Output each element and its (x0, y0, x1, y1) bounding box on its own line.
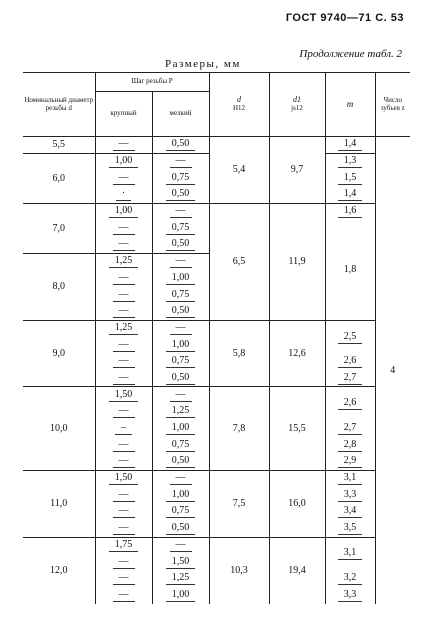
coarse-value: — (113, 272, 135, 285)
m-value: 2,6 (338, 397, 363, 410)
fine-value: 0,50 (166, 305, 196, 318)
fine-cell (152, 220, 209, 237)
fine-cell (152, 170, 209, 187)
nominal-cell: 5,5 (52, 139, 65, 151)
coarse-value: – (115, 422, 132, 435)
fine-value: 1,00 (166, 339, 196, 352)
coarse-cell (95, 203, 152, 220)
nominal-cell: 6,0 (52, 172, 65, 184)
fine-cell (152, 370, 209, 387)
fine-value: 0,75 (166, 505, 196, 518)
coarse-cell (95, 337, 152, 354)
nominal-cell: 11,0 (50, 498, 68, 510)
coarse-value: — (113, 355, 135, 368)
coarse-cell (95, 570, 152, 587)
table-row (23, 320, 410, 337)
coarse-value: — (113, 522, 135, 535)
coarse-cell (95, 537, 152, 554)
fine-cell (152, 487, 209, 504)
m-cell (325, 187, 375, 204)
d-cell: 6,5 (209, 203, 269, 320)
fine-cell (152, 504, 209, 521)
coarse-value: 1,00 (109, 205, 139, 218)
coarse-value: — (113, 556, 135, 569)
coarse-cell (95, 454, 152, 471)
m-cell (325, 353, 375, 370)
table-continuation-label: Продолжение табл. 2 (299, 48, 402, 60)
col-teeth-header: Число зубьев z (375, 73, 410, 137)
nominal-cell: 8,0 (52, 281, 65, 293)
fine-cell (152, 287, 209, 304)
nominal-cell: 7,0 (52, 222, 65, 234)
col-d-header (209, 73, 269, 137)
m-value: 2,6 (338, 355, 363, 368)
fine-cell (152, 237, 209, 254)
coarse-cell (95, 370, 152, 387)
m-cell (325, 387, 375, 420)
d1-cell: 9,7 (269, 137, 325, 204)
fine-cell (152, 337, 209, 354)
coarse-cell (95, 470, 152, 487)
fine-value: — (170, 322, 192, 335)
fine-value: 0,50 (166, 238, 196, 251)
m-value: 1,4 (338, 188, 363, 201)
coarse-value: — (113, 289, 135, 302)
coarse-value: — (113, 222, 135, 235)
teeth-cell: 4 (375, 137, 410, 604)
col-nominal-header: Номинальный диаметр резьбы d (23, 73, 95, 137)
fine-cell (152, 153, 209, 170)
m-cell (325, 520, 375, 537)
fine-cell (152, 570, 209, 587)
fine-value: 1,50 (166, 556, 196, 569)
coarse-cell (95, 504, 152, 521)
table-row (23, 537, 410, 554)
coarse-value: — (113, 238, 135, 251)
fine-value: 0,50 (166, 188, 196, 201)
fine-value: 0,75 (166, 222, 196, 235)
d-cell: 7,5 (209, 470, 269, 537)
fine-value: 1,00 (166, 422, 196, 435)
m-cell (325, 170, 375, 187)
m-value: 1,3 (338, 155, 363, 168)
fine-cell (152, 387, 209, 404)
nominal-cell: 12,0 (50, 565, 68, 577)
m-cell (325, 420, 375, 437)
m-cell (325, 370, 375, 387)
fine-cell (152, 203, 209, 220)
coarse-cell (95, 170, 152, 187)
coarse-value: — (113, 589, 135, 602)
coarse-value: 1,00 (109, 155, 139, 168)
coarse-value: — (113, 505, 135, 518)
fine-value: — (170, 389, 192, 402)
m-value: 1,4 (338, 138, 363, 151)
table-row (23, 137, 410, 154)
fine-value: 0,75 (166, 172, 196, 185)
table-row (23, 203, 410, 220)
fine-value: 0,50 (166, 372, 196, 385)
m-value: 1,5 (338, 172, 363, 185)
fine-value: 1,00 (166, 272, 196, 285)
d-cell: 7,8 (209, 387, 269, 470)
coarse-cell (95, 353, 152, 370)
coarse-value: — (113, 138, 135, 151)
coarse-cell (95, 520, 152, 537)
coarse-value: 1,50 (109, 389, 139, 402)
m-value: 2,8 (338, 439, 363, 452)
d1-cell: 12,6 (269, 320, 325, 387)
coarse-cell (95, 137, 152, 154)
fine-cell (152, 303, 209, 320)
coarse-value: 1,50 (109, 472, 139, 485)
coarse-cell (95, 270, 152, 287)
coarse-value: — (113, 305, 135, 318)
col-d-label: d (237, 95, 242, 105)
fine-value: 1,00 (166, 589, 196, 602)
table-row (23, 387, 410, 404)
coarse-cell (95, 487, 152, 504)
fine-cell (152, 437, 209, 454)
m-value: 1,6 (338, 205, 363, 218)
m-cell (325, 203, 375, 220)
coarse-value: 1,25 (109, 255, 139, 268)
fine-value: 1,00 (166, 489, 196, 502)
m-cell (325, 570, 375, 587)
m-value: 3,3 (338, 589, 363, 602)
m-cell (325, 454, 375, 471)
coarse-value: 1,25 (109, 322, 139, 335)
coarse-value: · (116, 188, 131, 201)
coarse-cell (95, 437, 152, 454)
col-d-tolerance: H12 (232, 104, 246, 113)
m-cell (325, 504, 375, 521)
col-d1-header (269, 73, 325, 137)
fine-value: — (170, 472, 192, 485)
fine-value: — (170, 155, 192, 168)
table-row (23, 470, 410, 487)
m-value: 3,1 (338, 472, 363, 485)
coarse-cell (95, 554, 152, 571)
col-coarse-header: крупный (95, 92, 152, 137)
m-cell (325, 587, 375, 604)
m-value: 2,7 (338, 372, 363, 385)
m-value: 3,5 (338, 522, 363, 535)
coarse-cell (95, 387, 152, 404)
d-cell: 5,8 (209, 320, 269, 387)
fine-value: 0,75 (166, 355, 196, 368)
col-d1-tolerance: js12 (291, 104, 303, 113)
coarse-value: — (113, 455, 135, 468)
col-d1-label: d1 (293, 95, 302, 105)
m-cell (325, 153, 375, 170)
m-value: 3,4 (338, 505, 363, 518)
coarse-cell (95, 587, 152, 604)
fine-cell (152, 404, 209, 421)
fine-cell (152, 537, 209, 554)
d1-cell: 19,4 (269, 537, 325, 604)
m-value: 3,1 (338, 547, 363, 560)
fine-value: 0,50 (166, 138, 196, 151)
d-cell: 10,3 (209, 537, 269, 604)
col-pitch-header: Шаг резьбы P (95, 73, 209, 92)
m-cell-shared: 1,8 (325, 220, 375, 320)
coarse-cell (95, 187, 152, 204)
fine-cell (152, 353, 209, 370)
fine-value: 1,25 (166, 572, 196, 585)
nominal-cell: 9,0 (52, 347, 65, 359)
coarse-value: — (113, 439, 135, 452)
fine-value: — (170, 205, 192, 218)
coarse-value: — (113, 572, 135, 585)
col-fine-header: мелкий (152, 92, 209, 137)
fine-cell (152, 587, 209, 604)
m-value: 3,3 (338, 489, 363, 502)
coarse-value: — (113, 172, 135, 185)
coarse-cell (95, 303, 152, 320)
fine-cell (152, 520, 209, 537)
coarse-cell (95, 153, 152, 170)
coarse-cell (95, 220, 152, 237)
fine-cell (152, 454, 209, 471)
fine-cell (152, 320, 209, 337)
thread-dimensions-table (23, 72, 410, 604)
nominal-cell: 10,0 (50, 423, 68, 435)
coarse-value: — (113, 372, 135, 385)
fine-cell (152, 420, 209, 437)
coarse-value: — (113, 339, 135, 352)
fine-cell (152, 253, 209, 270)
coarse-cell (95, 253, 152, 270)
fine-cell (152, 470, 209, 487)
m-cell (325, 487, 375, 504)
fine-value: 0,50 (166, 522, 196, 535)
page-header: ГОСТ 9740—71 С. 53 (285, 12, 404, 24)
col-m-header: m (325, 73, 375, 137)
fine-value: 0,50 (166, 455, 196, 468)
coarse-value: — (113, 489, 135, 502)
fine-cell (152, 187, 209, 204)
fine-value: 0,75 (166, 439, 196, 452)
coarse-cell (95, 404, 152, 421)
m-cell (325, 437, 375, 454)
coarse-cell (95, 237, 152, 254)
fine-value: — (170, 539, 192, 552)
m-cell (325, 320, 375, 353)
fine-cell (152, 137, 209, 154)
fine-value: 0,75 (166, 289, 196, 302)
fine-cell (152, 270, 209, 287)
m-cell (325, 537, 375, 570)
m-value: 2,5 (338, 331, 363, 344)
d-cell: 5,4 (209, 137, 269, 204)
table-body (23, 137, 410, 604)
coarse-value: — (113, 405, 135, 418)
fine-value: — (170, 255, 192, 268)
m-cell (325, 470, 375, 487)
fine-cell (152, 554, 209, 571)
m-value: 2,7 (338, 422, 363, 435)
coarse-cell (95, 320, 152, 337)
coarse-value: 1,75 (109, 539, 139, 552)
d1-cell: 16,0 (269, 470, 325, 537)
m-value: 2,9 (338, 455, 363, 468)
fine-value: 1,25 (166, 405, 196, 418)
coarse-cell (95, 287, 152, 304)
d1-cell: 15,5 (269, 387, 325, 470)
dimensions-caption: Размеры, мм (165, 58, 241, 70)
m-value: 3,2 (338, 572, 363, 585)
coarse-cell (95, 420, 152, 437)
d1-cell: 11,9 (269, 203, 325, 320)
m-cell (325, 137, 375, 154)
